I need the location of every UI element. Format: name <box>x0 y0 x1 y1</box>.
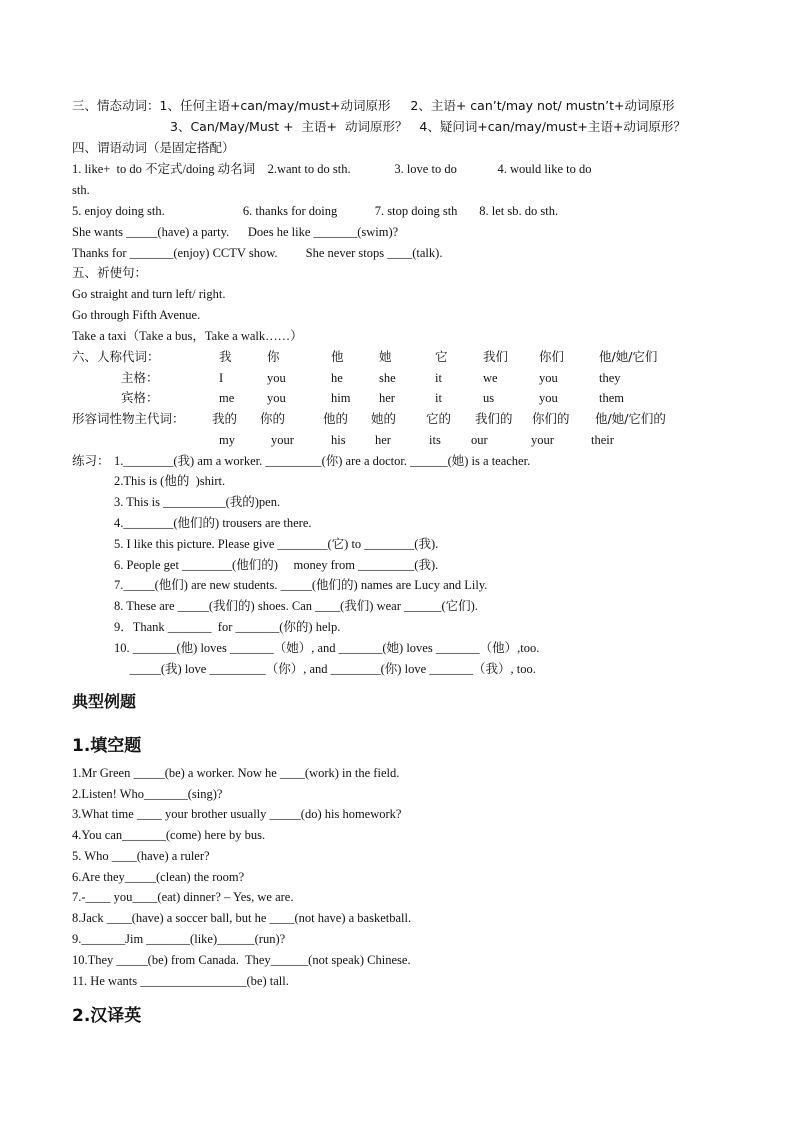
pronouns-object-row <box>219 390 624 406</box>
pronoun-cell: her <box>375 433 391 447</box>
pronoun-cell: he <box>331 371 343 385</box>
pronoun-cell: 他/她/它们 <box>599 349 658 364</box>
pronoun-cell: him <box>331 391 351 405</box>
pronoun-cell: 她 <box>379 349 392 364</box>
pronoun-cell: you <box>267 391 286 405</box>
pronoun-cell: we <box>483 371 498 385</box>
pronoun-cell: 他 <box>331 349 344 364</box>
object-case-label: 宾格： <box>121 390 159 405</box>
translation-heading: 2.汉译英 <box>72 1006 142 1026</box>
pronoun-cell: 你 <box>267 349 280 364</box>
fill-in-item: 9._______Jim _______(like)______(run)? <box>72 932 286 946</box>
fill-in-item: 1.Mr Green _____(be) a worker. Now he ____(work) in the field. <box>72 766 400 780</box>
practice-item: 9．Thank _______ for _______(你的) help. <box>114 620 341 634</box>
pronoun-cell: our <box>471 433 488 447</box>
pronoun-cell: 我们的 <box>475 411 513 426</box>
modal-rule-line-2: 3、Can/May/Must + 主语+ 动词原形？ 4、疑问词+can/may/must+主语+动词原形？ <box>170 119 686 134</box>
fill-in-item: 4.You can_______(come) here by bus. <box>72 828 266 842</box>
practice-item: 4.________(他们的) trousers are there. <box>114 516 312 530</box>
fill-in-item: 8.Jack ____(have) a soccer ball, but he ____(not have) a basketball. <box>72 911 412 925</box>
pronoun-cell: 他的 <box>323 411 349 426</box>
pronoun-cell: 我们 <box>483 349 509 364</box>
pronoun-cell: me <box>219 391 235 405</box>
pronoun-cell: 它 <box>435 349 448 364</box>
fill-in-item: 3.What time ____ your brother usually _____(do) his homework? <box>72 807 402 821</box>
pronoun-cell: 我 <box>219 349 232 364</box>
pronoun-cell: 她的 <box>371 411 397 426</box>
predicate-row-1: 1. like+ to do 不定式/doing 动名词 2.want to do sth. 3. love to do 4. would like to do <box>72 162 592 176</box>
pronoun-cell: your <box>531 433 554 447</box>
examples-heading: 典型例题 <box>72 692 137 711</box>
predicate-exercise-1: She wants _____(have) a party. Does he like _______(swim)? <box>72 225 399 239</box>
fill-in-item: 6.Are they_____(clean) the room? <box>72 870 245 884</box>
pronoun-cell: she <box>379 371 396 385</box>
modal-rule-line-1: 三、情态动词：1、任何主语+can/may/must+动词原形 2、主语+ can’t/may not/ mustn’t+动词原形 <box>72 98 675 113</box>
pronoun-cell: you <box>267 371 286 385</box>
predicate-row-1-cont: sth. <box>72 183 90 197</box>
pronoun-cell: I <box>219 371 224 385</box>
practice-item: 7._____(他们) are new students. _____(他们的) names are Lucy and Lily. <box>114 578 488 592</box>
practice-item: 8. These are _____(我们的) shoes. Can ____(我们) wear ______(它们). <box>114 599 478 613</box>
pronoun-cell: 你们的 <box>532 411 570 426</box>
pronoun-cell: her <box>379 391 395 405</box>
pronoun-cell: 我的 <box>212 411 238 426</box>
pronoun-cell: them <box>599 391 624 405</box>
pronoun-cell: you <box>539 371 558 385</box>
fill-in-item: 10.They _____(be) from Canada. They______(not speak) Chinese. <box>72 953 411 967</box>
pronoun-cell: its <box>429 433 441 447</box>
pronoun-cell: it <box>435 371 442 385</box>
imperative-heading: 五、祈使句： <box>72 265 148 280</box>
predicate-heading: 四、谓语动词（是固定搭配） <box>72 140 235 155</box>
pronoun-cell: you <box>539 391 558 405</box>
pronoun-cell: 它的 <box>426 411 452 426</box>
pronoun-cell: his <box>331 433 346 447</box>
practice-item: 1.________(我) am a worker. _________(你) are a doctor. ______(她) is a teacher. <box>114 454 531 468</box>
pronoun-cell: us <box>483 391 495 405</box>
pronouns-possessive-row <box>219 432 614 448</box>
pronouns-subject-row <box>219 370 621 386</box>
pronoun-cell: it <box>435 391 442 405</box>
pronouns-heading: 六、人称代词： <box>72 349 160 364</box>
imperative-line: Go straight and turn left/ right. <box>72 287 226 301</box>
fill-in-item: 7.-____ you____(eat) dinner? – Yes, we are. <box>72 890 294 904</box>
practice-item: 3. This is __________(我的)pen. <box>114 495 281 509</box>
fill-in-item: 11. He wants _________________(be) tall. <box>72 974 289 988</box>
pronoun-cell: 你们 <box>539 349 565 364</box>
practice-label: 练习： <box>72 453 110 468</box>
pronoun-cell: they <box>599 371 621 385</box>
fill-in-item: 2.Listen! Who_______(sing)? <box>72 787 223 801</box>
practice-item: 5. I like this picture. Please give ________(它) to ________(我). <box>114 537 439 551</box>
practice-item: 6. People get ________(他们的) money from _________(我). <box>114 558 439 572</box>
subject-case-label: 主格： <box>121 370 159 385</box>
fill-in-heading: 1.填空题 <box>72 736 142 756</box>
fill-in-item: 5. Who ____(have) a ruler? <box>72 849 210 863</box>
imperative-line: Go through Fifth Avenue. <box>72 308 201 322</box>
possessive-adjective-label: 形容词性物主代词： <box>72 411 185 426</box>
pronoun-cell: their <box>591 433 614 447</box>
pronoun-cell: my <box>219 433 235 447</box>
pronoun-cell: your <box>271 433 294 447</box>
practice-item: 10. _______(他) loves _______（她）, and _______(她) loves _______（他）,too. <box>114 641 540 655</box>
predicate-row-2: 5. enjoy doing sth. 6. thanks for doing 7. stop doing sth 8. let sb. do sth. <box>72 204 559 218</box>
predicate-exercise-2: Thanks for _______(enjoy) CCTV show. She never stops ____(talk). <box>72 246 443 260</box>
practice-item: 2.This is (他的 )shirt. <box>114 474 226 488</box>
pronouns-cn-personal-row <box>219 349 657 365</box>
pronoun-cell: 他/她/它们的 <box>595 411 666 426</box>
pronouns-cn-possessive-row <box>212 411 666 427</box>
pronoun-cell: 你的 <box>260 411 286 426</box>
imperative-line: Take a taxi（Take a bus，Take a walk……） <box>72 329 303 343</box>
practice-item: _____(我) love _________（你）, and ________(你) love _______（我）, too. <box>114 662 536 676</box>
